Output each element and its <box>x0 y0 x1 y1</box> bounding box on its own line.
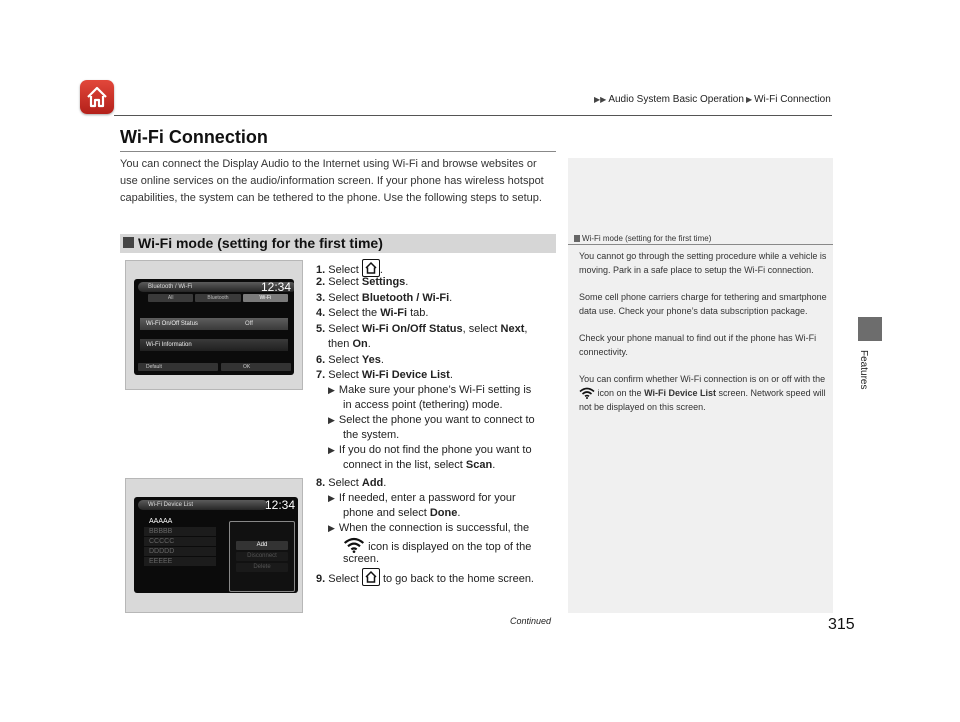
step-7-substep-cont: connect in the list, select Scan. <box>343 459 496 471</box>
page-title: Wi-Fi Connection <box>120 127 268 147</box>
screen-bottom-bar <box>138 363 291 371</box>
arrow-icon: ▶ <box>328 445 335 455</box>
screenshot-bluetooth-wifi <box>125 260 303 390</box>
breadcrumb <box>592 94 831 105</box>
arrow-icon: ▶ <box>328 385 335 395</box>
screenshot-wifi-device-list <box>125 478 303 613</box>
screen-title: Bluetooth / Wi-Fi <box>138 282 294 292</box>
screen-clock: 12:34 <box>264 498 295 512</box>
home-button-icon <box>362 259 380 277</box>
arrow-icon: ▶ <box>328 493 335 503</box>
section-bullet-icon <box>123 237 134 248</box>
step-2: 2. Select Settings. <box>316 276 409 288</box>
step-4: 4. Select the Wi-Fi tab. <box>316 307 429 319</box>
breadcrumb-arrow-icon: ▶ <box>745 95 753 104</box>
step-7-substep-cont: the system. <box>343 429 400 441</box>
note-divider <box>568 244 833 245</box>
note-body <box>579 250 827 428</box>
breadcrumb-part1[interactable]: Audio System Basic Operation <box>608 94 744 105</box>
tab-bluetooth[interactable]: Bluetooth <box>195 294 240 302</box>
device-item[interactable]: CCCCC <box>144 537 216 546</box>
home-button-icon <box>362 568 380 586</box>
device-item[interactable]: EEEEE <box>144 557 216 566</box>
section-header <box>120 234 556 253</box>
tab-all[interactable]: All <box>148 294 193 302</box>
wifi-icon <box>579 387 595 399</box>
device-item[interactable]: DDDDD <box>144 547 216 556</box>
display-screen <box>134 279 294 375</box>
step-7-substep: ▶ If you do not find the phone you want to <box>328 444 532 456</box>
step-8-substep: ▶ If needed, enter a password for your <box>328 492 516 504</box>
screen-tabs <box>148 294 288 302</box>
add-button[interactable]: Add <box>236 541 288 550</box>
delete-button[interactable]: Delete <box>236 563 288 572</box>
breadcrumb-part2[interactable]: Wi-Fi Connection <box>754 94 831 105</box>
continued-label: Continued <box>510 616 552 626</box>
ok-button[interactable]: OK <box>221 363 291 371</box>
breadcrumb-arrow-icon: ▶▶ <box>594 95 607 104</box>
wifi-status-value: Off <box>245 321 253 327</box>
side-chapter-tab[interactable] <box>858 317 882 341</box>
device-item[interactable]: AAAAA <box>149 518 173 525</box>
note-paragraph: You can confirm whether Wi-Fi connection is on or off with the icon on the Wi-Fi Device List screen. Network speed will not be displayed on this screen. <box>579 374 826 412</box>
page-number: 315 <box>828 616 855 633</box>
section-title: Wi-Fi mode (setting for the first time) <box>138 235 383 251</box>
step-8-substep-cont: icon is displayed on the top of the <box>343 537 531 553</box>
wifi-icon <box>343 537 365 553</box>
screen-clock: 12:34 <box>260 280 291 294</box>
step-7-substep-cont: in access point (tethering) mode. <box>343 399 503 411</box>
title-divider <box>120 151 556 152</box>
step-3: 3. Select Bluetooth / Wi-Fi. <box>316 292 453 304</box>
note-heading: Wi-Fi mode (setting for the first time) <box>574 234 711 243</box>
step-1: 1. Select . <box>316 259 383 277</box>
arrow-icon: ▶ <box>328 415 335 425</box>
step-5: 5. Select Wi-Fi On/Off Status, select Next, <box>316 323 528 335</box>
wifi-status-row[interactable]: Wi-Fi On/Off Status Off <box>140 318 288 330</box>
device-options-popup <box>229 521 295 592</box>
side-tab-label: Features <box>858 350 869 390</box>
step-5-continued: then On. <box>328 338 371 350</box>
step-8: 8. Select Add. <box>316 477 387 489</box>
display-screen <box>134 497 298 593</box>
step-6: 6. Select Yes. <box>316 354 384 366</box>
wifi-information-row[interactable]: Wi-Fi Information <box>140 339 288 351</box>
disconnect-button[interactable]: Disconnect <box>236 552 288 561</box>
intro-paragraph: You can connect the Display Audio to the Internet using Wi-Fi and browse websites or use online services on the audio/information screen. If your phone has wireless hotspot capabilities, the system can be tethered to the phone. Use the following steps to setup. <box>120 158 544 204</box>
header-divider <box>114 115 832 116</box>
step-8-substep: ▶ When the connection is successful, the <box>328 522 530 534</box>
default-button[interactable]: Default <box>138 363 218 371</box>
note-paragraph: You cannot go through the setting procedure while a vehicle is moving. Park in a safe place to setup the Wi-Fi connection. <box>579 251 827 275</box>
device-item[interactable]: BBBBB <box>144 527 216 536</box>
tab-wifi[interactable]: Wi-Fi <box>243 294 288 302</box>
arrow-icon: ▶ <box>328 523 335 533</box>
note-marker-icon <box>574 235 580 242</box>
house-icon <box>85 85 109 109</box>
step-8-substep-cont: phone and select Done. <box>343 507 461 519</box>
screen-title: Wi-Fi Device List <box>138 500 268 510</box>
home-chapter-icon[interactable] <box>80 80 114 114</box>
step-7-substep: ▶ Select the phone you want to connect to <box>328 414 535 426</box>
step-9: 9. Select to go back to the home screen. <box>316 568 534 586</box>
step-8-substep-cont: screen. <box>343 553 380 565</box>
note-paragraph: Some cell phone carriers charge for tethering and smartphone data use. Check your phone’s data subscription package. <box>579 292 827 316</box>
step-7-substep: ▶ Make sure your phone’s Wi-Fi setting is <box>328 384 532 396</box>
note-paragraph: Check your phone manual to find out if the phone has Wi-Fi connectivity. <box>579 333 817 357</box>
step-7: 7. Select Wi-Fi Device List. <box>316 369 453 381</box>
